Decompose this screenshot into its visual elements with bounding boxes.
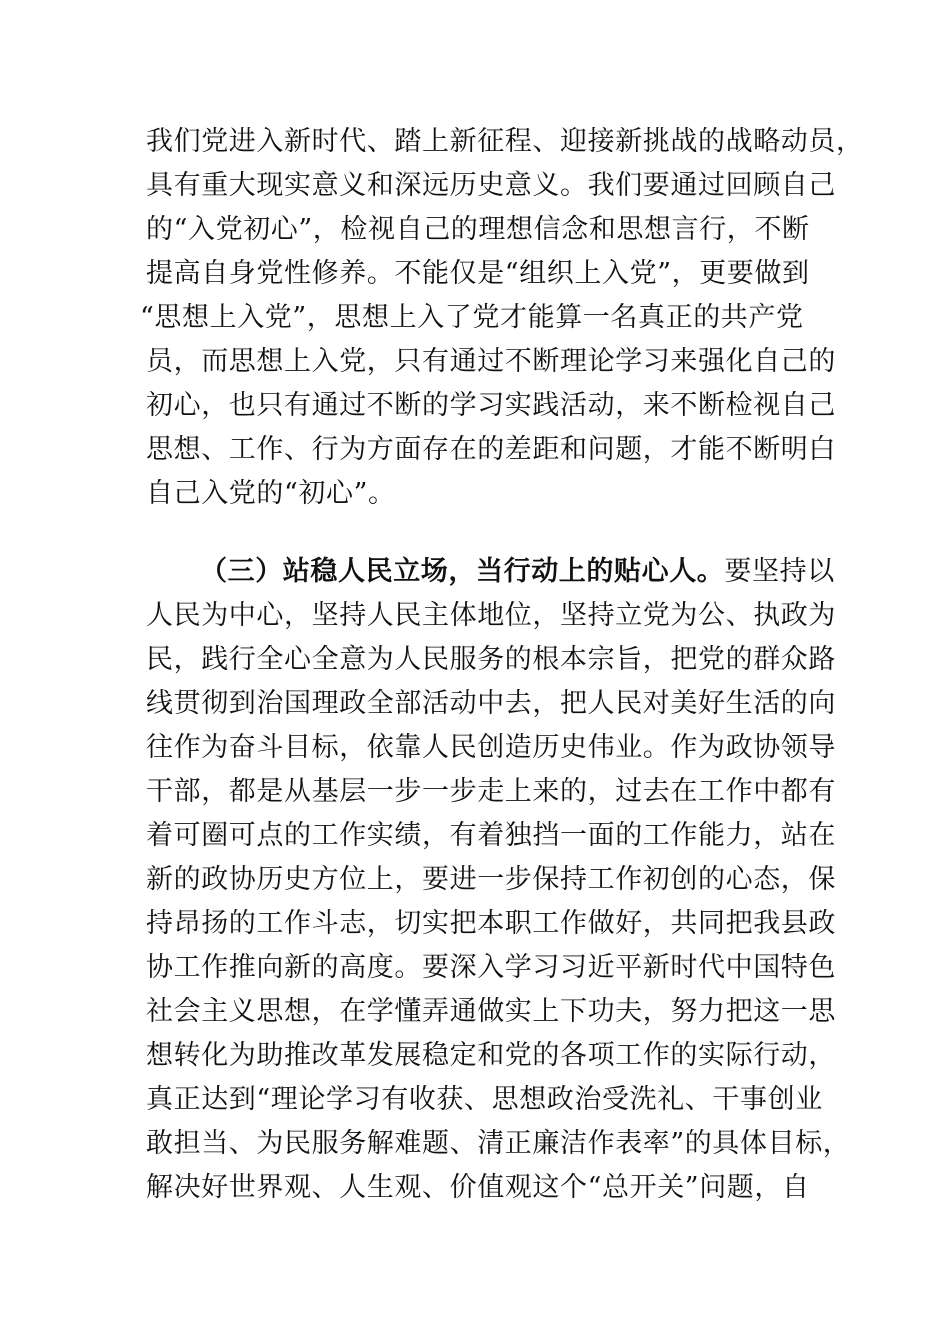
paragraph-1-line: 初心，也只有通过不断的学习实践活动，来不断检视自己 <box>146 390 836 421</box>
section-heading: （三）站稳人民立场，当行动上的贴心人。 <box>200 556 725 587</box>
paragraph-2-line: 线贯彻到治国理政全部活动中去，把人民对美好生活的向 <box>146 688 836 719</box>
paragraph-2-line: 新的政协历史方位上，要进一步保持工作初创的心态，保 <box>146 864 836 895</box>
paragraph-2-line: 持昂扬的工作斗志，切实把本职工作做好，共同把我县政 <box>146 908 836 939</box>
paragraph-2-line: 着可圈可点的工作实绩，有着独挡一面的工作能力，站在 <box>146 820 836 851</box>
paragraph-1-line: 我们党进入新时代、踏上新征程、迎接新挑战的战略动员， <box>146 126 864 157</box>
paragraph-2-line: 社会主义思想，在学懂弄通做实上下功夫，努力把这一思 <box>146 996 836 1027</box>
paragraph-2-line: 想转化为助推改革发展稳定和党的各项工作的实际行动， <box>146 1040 836 1071</box>
paragraph-2-first-line-rest: 要坚持以 <box>724 556 835 587</box>
paragraph-2-line: 真正达到“理论学习有收获、思想政治受洗礼、干事创业 <box>146 1084 823 1115</box>
paragraph-1-line: 员，而思想上入党，只有通过不断理论学习来强化自己的 <box>146 346 836 377</box>
paragraph-1-line: “思想上入党”，思想上入了党才能算一名真正的共产党 <box>140 302 804 333</box>
paragraph-2-line: 协工作推向新的高度。要深入学习习近平新时代中国特色 <box>146 952 836 983</box>
paragraph-2-line: 敢担当、为民服务解难题、清正廉洁作表率”的具体目标， <box>146 1128 851 1159</box>
paragraph-1-line: 自己入党的“初心”。 <box>146 478 396 509</box>
paragraph-2-first-line <box>200 550 860 594</box>
paragraph-2-line: 民，践行全心全意为人民服务的根本宗旨，把党的群众路 <box>146 644 836 675</box>
paragraph-1-line: 具有重大现实意义和深远历史意义。我们要通过回顾自己 <box>146 170 836 201</box>
paragraph-1-line: 提高自身党性修养。不能仅是“组织上入党”，更要做到 <box>146 258 810 289</box>
paragraph-1-line: 的“入党初心”，检视自己的理想信念和思想言行，不断 <box>146 214 810 245</box>
paragraph-1-line: 思想、工作、行为方面存在的差距和问题，才能不断明白 <box>146 434 836 465</box>
paragraph-2-line: 人民为中心，坚持人民主体地位，坚持立党为公、执政为 <box>146 600 836 631</box>
paragraph-2-line: 解决好世界观、人生观、价值观这个“总开关”问题，自 <box>146 1172 810 1203</box>
paragraph-2-line: 干部，都是从基层一步一步走上来的，过去在工作中都有 <box>146 776 836 807</box>
paragraph-2-line: 往作为奋斗目标，依靠人民创造历史伟业。作为政协领导 <box>146 732 836 763</box>
